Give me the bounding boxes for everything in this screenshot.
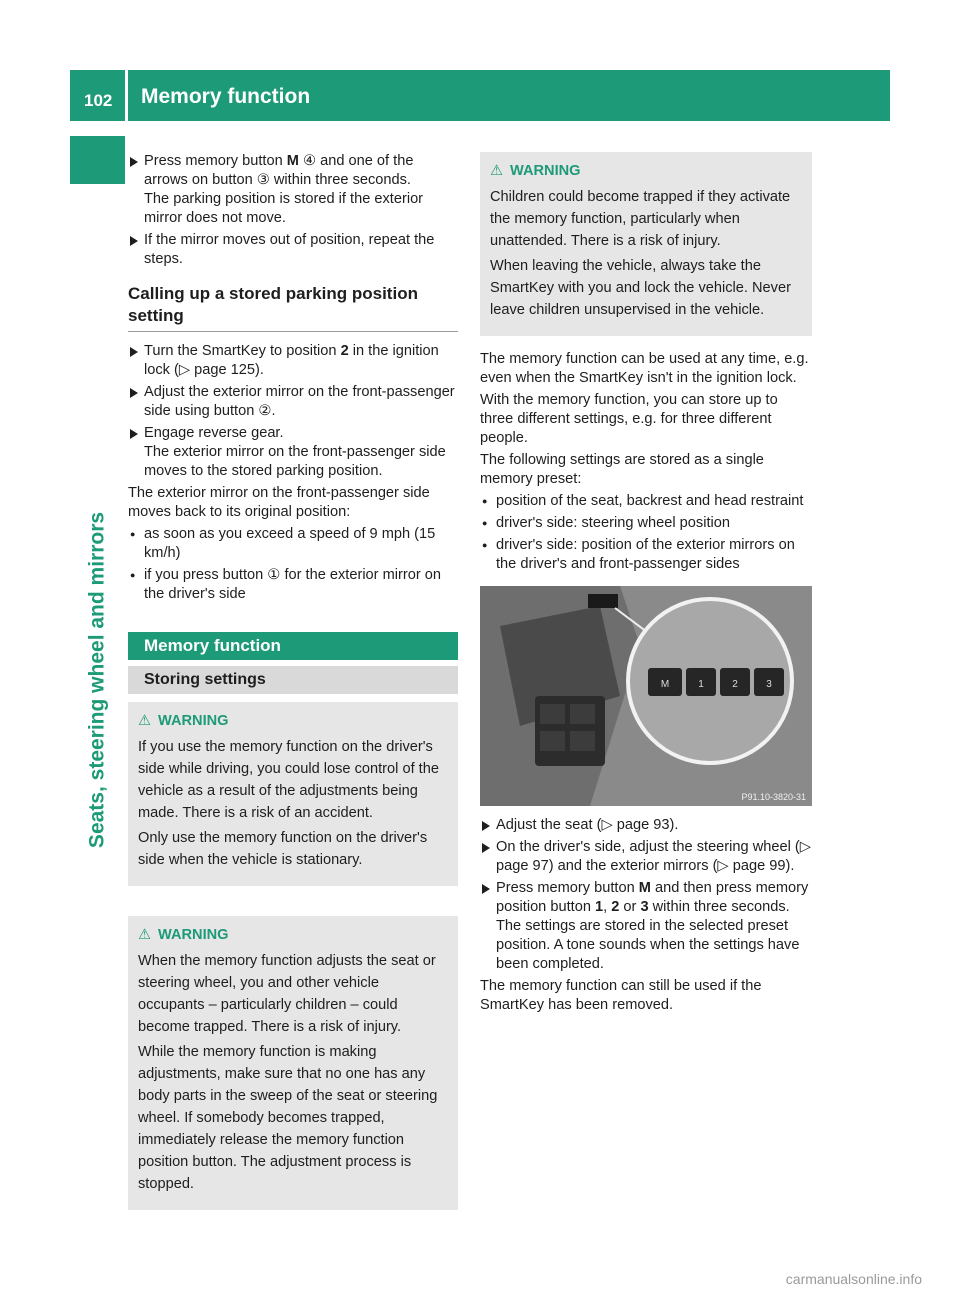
step: Adjust the exterior mirror on the front-passenger side using button ②. <box>128 383 458 421</box>
list-item: ● as soon as you exceed a speed of 9 mph (15 km/h) <box>128 525 458 563</box>
step: Adjust the seat (▷ page 93). <box>480 816 812 835</box>
warning-triangle-icon: ⚠ <box>490 163 504 179</box>
list-item: ● if you press button ① for the exterior mirror on the driver's side <box>128 566 458 604</box>
warning-box: ⚠ WARNING Children could become trapped if they activate the memory function, particularly when unattended. There is a risk of injury. When leaving the vehicle, always take the SmartKey with you and lock the vehicle. Never leave children unsupervised in the vehicle. <box>480 152 812 336</box>
step: Press memory button M and then press memory position button 1, 2 or 3 within three seconds. The settings are stored in the selected preset position. A tone sounds when the settings have been completed. <box>480 879 812 974</box>
paragraph: The exterior mirror on the front-passenger side moves back to its original position: <box>128 485 430 520</box>
photo-button-label: 1 <box>698 679 704 690</box>
photo-code: P91.10-3820-31 <box>741 792 806 802</box>
page-title: Memory function <box>141 85 311 108</box>
paragraph: The following settings are stored as a single memory preset: <box>480 452 764 487</box>
step: On the driver's side, adjust the steering wheel (▷ page 97) and the exterior mirrors (▷ page 99). <box>480 838 812 876</box>
warning-text: When the memory function adjusts the seat or steering wheel, you and other vehicle occupants – particularly children – could become trapped. There is a risk of injury. <box>138 953 436 1035</box>
photo-button-label: M <box>660 679 670 690</box>
step: Engage reverse gear. The exterior mirror on the front-passenger side moves to the stored parking position. <box>128 424 458 481</box>
step: Turn the SmartKey to position 2 in the ignition lock (▷ page 125). <box>128 342 458 380</box>
header-separator <box>125 70 128 121</box>
watermark: carmanualsonline.info <box>785 1271 922 1287</box>
warning-text: Children could become trapped if they activate the memory function, particularly when unattended. There is a risk of injury. <box>490 189 791 249</box>
warning-box: ⚠ WARNING When the memory function adjusts the seat or steering wheel, you and other vehicle occupants – particularly children – could become trapped. There is a risk of injury. While the memory function is making adjustments, make sure that no one has any body parts in the sweep of the seat or steering wheel. If somebody becomes trapped, immediately release the memory function position button. The adjustment process is stopped. <box>128 916 458 1210</box>
left-column <box>128 152 458 1240</box>
right-column <box>480 152 812 1018</box>
photo-button-label: 3 <box>766 679 772 690</box>
warning-text: If you use the memory function on the driver's side while driving, you could lose control of the vehicle as a result of the adjustments being made. There is a risk of an accident. <box>138 739 439 821</box>
warning-triangle-icon: ⚠ <box>138 927 152 943</box>
sidebar-chapter-label: Seats, steering wheel and mirrors <box>85 511 109 849</box>
paragraph: The memory function can still be used if the SmartKey has been removed. <box>480 978 762 1013</box>
section-title-bar: Memory function <box>128 632 458 660</box>
subsection-title-bar: Storing settings <box>128 666 458 694</box>
page-header <box>70 70 890 121</box>
warning-text: Only use the memory function on the driver's side when the vehicle is stationary. <box>138 830 428 868</box>
photo-button-label: 2 <box>732 679 738 690</box>
paragraph: With the memory function, you can store up to three different settings, e.g. for three different people. <box>480 392 778 446</box>
warning-text: When leaving the vehicle, always take the SmartKey with you and lock the vehicle. Never leave children unsupervised in the vehicle. <box>490 258 791 318</box>
warning-box: ⚠ WARNING If you use the memory function on the driver's side while driving, you could lose control of the vehicle as a result of the adjustments being made. There is a risk of an accident. Only use the memory function on the driver's side when the vehicle is stationary. <box>128 702 458 886</box>
page-number: 102 <box>84 91 113 110</box>
memory-buttons-photo <box>480 586 812 806</box>
step: If the mirror moves out of position, repeat the steps. <box>128 231 458 269</box>
list-item: ● driver's side: steering wheel position <box>480 514 812 533</box>
sidebar-block <box>70 136 125 184</box>
warning-triangle-icon: ⚠ <box>138 713 152 729</box>
list-item: ● position of the seat, backrest and head restraint <box>480 492 812 511</box>
section-heading: Calling up a stored parking position setting <box>128 283 458 332</box>
list-item: ● driver's side: position of the exterior mirrors on the driver's and front-passenger sides <box>480 536 812 574</box>
warning-text: While the memory function is making adjustments, make sure that no one has any body parts in the sweep of the seat or steering wheel. If somebody becomes trapped, immediately release the memory function position button. The adjustment process is stopped. <box>138 1044 438 1192</box>
paragraph: The memory function can be used at any time, e.g. even when the SmartKey isn't in the ignition lock. <box>480 351 809 386</box>
step: Press memory button M ④ and one of the arrows on button ③ within three seconds. The parking position is stored if the exterior mirror does not move. <box>128 152 458 228</box>
